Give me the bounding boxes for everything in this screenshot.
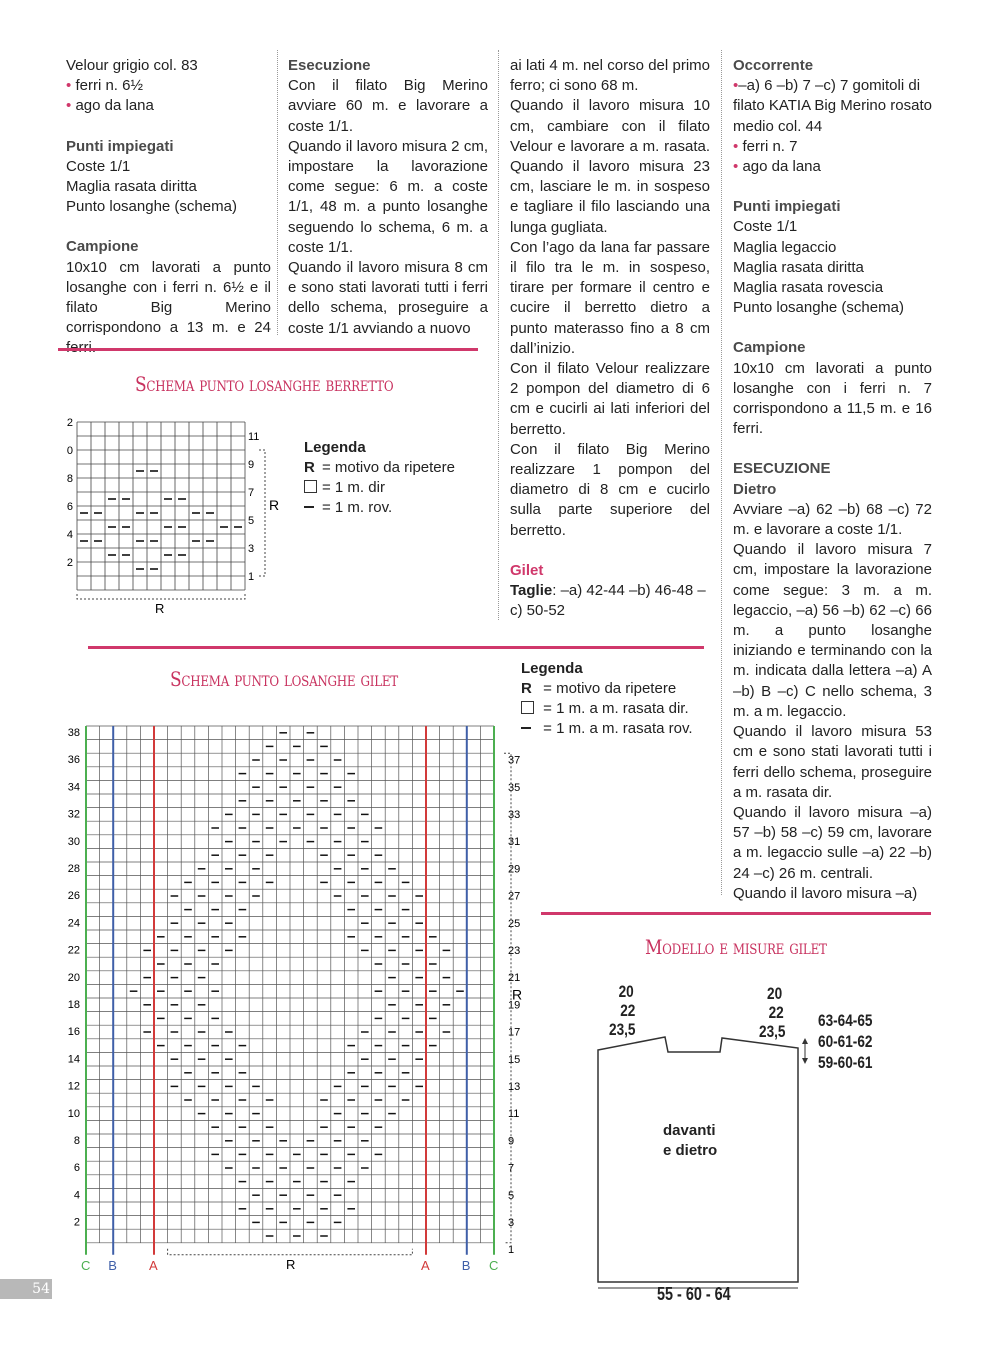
stitch-item: Punto losanghe (schema) bbox=[733, 299, 904, 317]
row-label-left: 12 bbox=[67, 1080, 80, 1093]
repeat-bracket bbox=[168, 1249, 413, 1255]
chart2-title: Schema punto losanghe gilet bbox=[170, 667, 398, 691]
measure-value: 23,5 bbox=[609, 1020, 636, 1039]
sizes-text: : –a) 42-44 –b) 46-48 –c) 50-52 bbox=[510, 582, 706, 620]
row-label-left: 0 bbox=[66, 445, 73, 457]
row-label-right: 27 bbox=[508, 890, 521, 903]
legend-repeat: = motivo da ripetere bbox=[543, 680, 677, 697]
bullet-icon: • bbox=[66, 77, 72, 95]
knit-box-icon bbox=[304, 480, 317, 493]
back-heading: Dietro bbox=[733, 480, 777, 498]
legend-title: Legenda bbox=[304, 439, 366, 456]
stitch-item: Coste 1/1 bbox=[66, 157, 131, 175]
garment-label-line: e dietro bbox=[663, 1142, 718, 1159]
sample-heading: Campione bbox=[733, 339, 806, 357]
row-label-right: 15 bbox=[508, 1053, 521, 1066]
materials-column bbox=[66, 56, 271, 359]
stitches-heading: Punti impiegati bbox=[733, 198, 841, 216]
stitches-heading: Punti impiegati bbox=[66, 137, 174, 155]
legend-knit: = 1 m. dir bbox=[322, 479, 385, 496]
occorrente-heading: Occorrente bbox=[733, 57, 814, 74]
size-label: A bbox=[421, 1257, 430, 1273]
column-divider bbox=[498, 50, 499, 620]
material-yarn: –a) 6 –b) 7 –c) 7 gomitoli di filato KATIA Big Merino rosato medio col. 44 bbox=[733, 77, 932, 135]
execution-paragraph: Quando il lavoro misura –a) 57 –b) 58 –c) 59 cm, lavorare a m. legaccio sulle –a) 22 –b) 24 –c) 26 m. centrali. bbox=[733, 803, 932, 882]
row-label-right: 3 bbox=[508, 1217, 515, 1229]
row-label-left: 32 bbox=[67, 808, 80, 821]
section-rule bbox=[58, 348, 478, 351]
measure-value: 60-61-62 bbox=[818, 1032, 873, 1051]
material-needles: ferri n. 6½ bbox=[75, 77, 143, 95]
knit-box-icon bbox=[521, 701, 534, 714]
row-label-left: 2 bbox=[66, 417, 73, 429]
sizes-label: Taglie bbox=[510, 582, 553, 600]
chart1-grid bbox=[50, 410, 290, 615]
row-label-left: 30 bbox=[67, 835, 80, 848]
column-divider bbox=[721, 50, 722, 895]
row-label-right: 9 bbox=[248, 459, 255, 471]
row-label-left: 14 bbox=[67, 1053, 80, 1066]
gilet-heading: Gilet bbox=[510, 561, 544, 579]
row-label-right: 37 bbox=[508, 754, 521, 767]
legend-purl: = 1 m. a m. rasata rov. bbox=[543, 720, 693, 737]
execution-paragraph: Quando il lavoro misura 53 cm e sono stati lavorati tutti i ferri dello schema, proseguire a m. rasata dir. bbox=[733, 723, 932, 801]
row-label-right: 13 bbox=[508, 1081, 521, 1093]
repeat-label: R bbox=[286, 1256, 296, 1272]
chart1-legend bbox=[304, 438, 455, 518]
stitch-item: Maglia rasata diritta bbox=[66, 178, 197, 196]
row-label-right: 7 bbox=[508, 1162, 515, 1175]
arrow-up-icon bbox=[802, 1038, 808, 1044]
row-label-right: 1 bbox=[508, 1244, 515, 1257]
size-label: B bbox=[461, 1257, 471, 1273]
row-label-right: 5 bbox=[508, 1189, 515, 1202]
repeat-symbol: R bbox=[304, 459, 315, 476]
garment-label-line: davanti bbox=[663, 1122, 716, 1139]
side-repeat-label: R bbox=[512, 986, 523, 1003]
row-label-left: 16 bbox=[67, 1026, 80, 1039]
row-label-left: 38 bbox=[67, 727, 80, 739]
execution-paragraph: Avviare –a) 62 –b) 68 –c) 72 m. e lavorare a coste 1/1. bbox=[733, 500, 932, 539]
model-title: Modello e misure gilet bbox=[645, 935, 827, 959]
page-number: 54 bbox=[0, 1279, 52, 1299]
material-yarn: Velour grigio col. 83 bbox=[66, 57, 198, 74]
row-label-right: 35 bbox=[508, 781, 521, 794]
legend-purl: = 1 m. rov. bbox=[322, 499, 393, 516]
bullet-icon: • bbox=[733, 158, 739, 176]
row-label-left: 10 bbox=[67, 1107, 80, 1120]
row-label-left: 28 bbox=[67, 863, 80, 875]
size-label: C bbox=[81, 1257, 91, 1273]
side-repeat-bracket bbox=[259, 450, 265, 576]
row-label-right: 7 bbox=[248, 487, 255, 499]
repeat-symbol: R bbox=[521, 680, 532, 697]
side-measure bbox=[818, 1010, 872, 1073]
row-label-right: 11 bbox=[508, 1108, 520, 1121]
execution-heading: Esecuzione bbox=[288, 57, 371, 74]
legend-title: Legenda bbox=[521, 660, 583, 677]
row-label-right: 31 bbox=[508, 836, 521, 849]
chart1-title: Schema punto losanghe berretto bbox=[135, 372, 394, 396]
section-rule bbox=[541, 912, 931, 915]
execution-paragraph: Con l’ago da lana far passare il filo tra le m. in sospeso, tirare per formare il centro e cucire il berretto dietro a punto materasso fino a 8 cm dall’inizio. bbox=[510, 238, 710, 357]
execution-paragraph: Con il filato Big Merino realizzare 1 pompon del diametro di 8 cm e cucirlo sulla parte superiore del berretto. bbox=[510, 440, 710, 539]
execution-heading: ESECUZIONE bbox=[733, 460, 831, 478]
row-label-left: 8 bbox=[73, 1135, 80, 1147]
repeat-label: R bbox=[155, 601, 165, 615]
execution-paragraph: Quando il lavoro misura 8 cm e sono stati lavorati tutti i ferri dello schema, proseguire a coste 1/1 avviando a nuovo bbox=[288, 259, 488, 337]
row-label-right: 23 bbox=[508, 945, 521, 957]
row-label-right: 9 bbox=[508, 1135, 515, 1148]
garment-label bbox=[663, 1121, 717, 1161]
stitch-item: Maglia rasata rovescia bbox=[733, 279, 884, 297]
bullet-icon: • bbox=[66, 97, 72, 115]
measure-value: 22 bbox=[768, 1003, 784, 1022]
measure-value: 22 bbox=[620, 1001, 636, 1020]
row-label-right: 11 bbox=[248, 431, 260, 443]
legend-repeat: = motivo da ripetere bbox=[322, 459, 455, 476]
measure-value: 20 bbox=[767, 984, 783, 1003]
arrow-down-icon bbox=[802, 1058, 808, 1064]
row-label-left: 2 bbox=[66, 557, 73, 569]
measure-value: 20 bbox=[618, 982, 634, 1001]
row-label-right: 33 bbox=[508, 809, 521, 821]
row-label-right: 21 bbox=[508, 972, 521, 985]
row-label-left: 2 bbox=[73, 1216, 80, 1229]
measure-value: 23,5 bbox=[759, 1022, 786, 1041]
repeat-bracket bbox=[77, 594, 245, 599]
execution-continued-column bbox=[510, 56, 710, 621]
size-label: B bbox=[108, 1257, 117, 1273]
size-label: C bbox=[489, 1257, 499, 1273]
execution-paragraph: Quando il lavoro misura 7 cm, impostare la lavorazione come segue: 3 m. a m. legaccio, –a) 56 –b) 62 –c) 66 m. a punto losanghe iniziando e terminando con la m. indicata dalla lettera –a) A –b) B –c) C nello schema, 3 m. a m. legaccio. bbox=[733, 541, 932, 720]
size-label: A bbox=[149, 1257, 158, 1273]
execution-paragraph: ai lati 4 m. nel corso del primo ferro; ci sono 68 m. bbox=[510, 57, 710, 95]
bullet-icon: • bbox=[733, 137, 739, 155]
measure-value: 59-60-61 bbox=[818, 1053, 873, 1072]
execution-column bbox=[288, 56, 488, 339]
row-label-right: 25 bbox=[508, 917, 521, 930]
material-needle: ago da lana bbox=[742, 158, 821, 176]
sample-text: 10x10 cm lavorati a punto losanghe con i ferri n. 7 corrispondono a 11,5 m. e 16 ferri. bbox=[733, 359, 932, 438]
bullet-icon: • bbox=[733, 77, 739, 95]
execution-paragraph: Quando il lavoro misura 10 cm, cambiare con il filato Velour e lavorare a m. rasata. Quando il lavoro misura 23 cm, lasciare le m. in sospeso e tagliare il filo lasciando una lunga gugliata. bbox=[510, 97, 710, 236]
row-label-left: 6 bbox=[73, 1162, 80, 1175]
material-needle: ago da lana bbox=[75, 97, 154, 115]
stitch-item: Maglia rasata diritta bbox=[733, 258, 864, 276]
execution-paragraph: Con il filato Velour realizzare 2 pompon del diametro di 6 cm e cucirli ai lati inferiori del berretto. bbox=[510, 360, 710, 438]
row-label-left: 6 bbox=[66, 501, 73, 513]
row-label-left: 36 bbox=[67, 754, 80, 767]
row-label-right: 17 bbox=[508, 1026, 521, 1039]
measure-value: 63-64-65 bbox=[818, 1011, 873, 1030]
row-label-right: 3 bbox=[248, 543, 255, 555]
purl-dash-icon bbox=[304, 506, 314, 508]
width-measure: 55 - 60 - 64 bbox=[657, 1284, 731, 1304]
gilet-materials-column bbox=[733, 56, 932, 904]
row-label-right: 5 bbox=[248, 515, 255, 527]
sample-text: 10x10 cm lavorati a punto losanghe con i ferri n. 6½ e il filato Big Merino corrispondono a 13 m. e 24 bbox=[66, 258, 271, 337]
execution-paragraph: Quando il lavoro misura 2 cm, impostare la lavorazione come segue: 6 m. a coste 1/1, 48 m. a punto losanghe seguendo lo schema, 6 m. a coste 1/1. bbox=[288, 137, 488, 256]
execution-paragraph: Con il filato Big Merino avviare 60 m. e lavorare a coste 1/1. bbox=[288, 77, 488, 135]
row-label-left: 20 bbox=[67, 971, 80, 984]
row-label-left: 18 bbox=[67, 999, 80, 1011]
material-needles: ferri n. 7 bbox=[742, 137, 798, 155]
row-label-left: 24 bbox=[67, 917, 80, 930]
row-label-right: 1 bbox=[248, 571, 255, 583]
row-label-right: 19 bbox=[508, 999, 521, 1012]
column-divider bbox=[277, 50, 278, 335]
row-label-right: 29 bbox=[508, 863, 521, 876]
stitch-item: Maglia legaccio bbox=[733, 238, 837, 256]
chart2-legend bbox=[521, 659, 693, 739]
execution-paragraph: Quando il lavoro misura –a) bbox=[733, 884, 918, 902]
stitch-item: Coste 1/1 bbox=[733, 218, 798, 236]
row-label-left: 26 bbox=[67, 890, 80, 903]
row-label-left: 34 bbox=[67, 781, 80, 794]
row-label-left: 4 bbox=[66, 529, 73, 541]
chart2-grid bbox=[55, 718, 535, 1286]
sample-heading: Campione bbox=[66, 238, 139, 256]
stitch-item: Punto losanghe (schema) bbox=[66, 198, 237, 216]
row-label-left: 4 bbox=[73, 1189, 80, 1202]
row-label-left: 22 bbox=[67, 944, 80, 957]
section-rule bbox=[88, 646, 704, 649]
legend-knit: = 1 m. a m. rasata dir. bbox=[543, 700, 689, 717]
side-repeat-label: R bbox=[269, 497, 280, 513]
row-label-left: 8 bbox=[66, 473, 73, 485]
